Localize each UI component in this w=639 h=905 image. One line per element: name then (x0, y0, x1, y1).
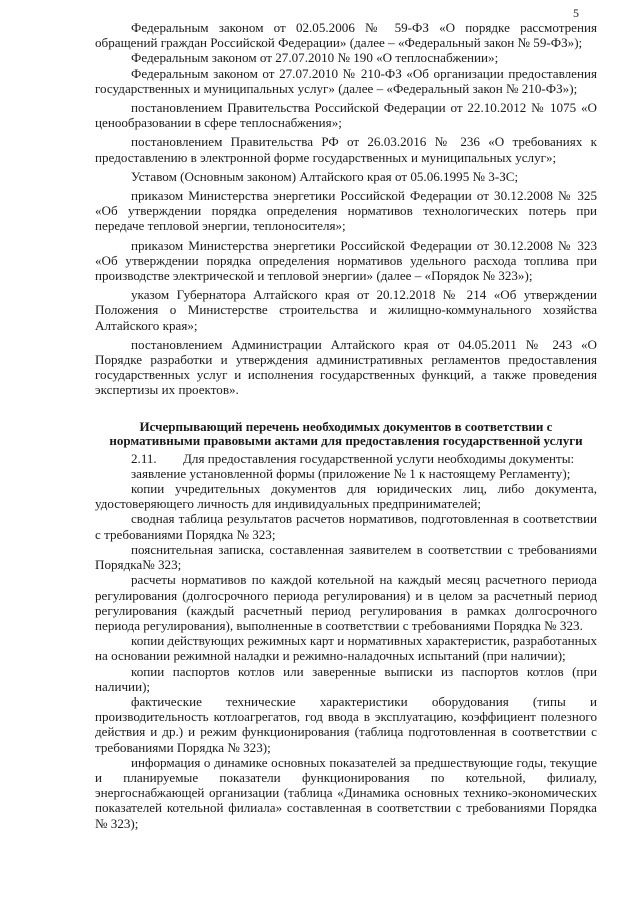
list-item: копии действующих режимных карт и нормативных характеристик, разработанных на основании режимной наладки и режимно-наладочных испытаний (при наличии); (95, 633, 597, 664)
paragraph: Уставом (Основным законом) Алтайского края от 05.06.1995 № 3-ЗС; (131, 168, 519, 184)
numbered-item (95, 451, 597, 466)
paragraph: Федеральным законом от 27.07.2010 № 210-ФЗ «Об организации предоставления государственных и муниципальных услуг» (далее – «Федеральный закон № 210-ФЗ»); (95, 65, 597, 96)
paragraph: приказом Министерства энергетики Российской Федерации от 30.12.2008 № 323 «Об утверждении порядка определения нормативов удельного расхода топлива при производстве электрической и тепловой энергии» (далее – «Порядок № 323»); (95, 237, 597, 284)
list-item: копии учредительных документов для юридических лиц, либо документа, удостоверяющего личность для индивидуальных предпринимателей; (95, 481, 597, 512)
item-text: Для предоставления государственной услуги необходимы документы: (183, 450, 575, 466)
paragraph: постановлением Правительства РФ от 26.03.2016 № 236 «О требованиях к предоставлению в электронной форме государственных и муниципальных услуг»; (95, 134, 597, 165)
paragraph: постановлением Правительства Российской Федерации от 22.10.2012 № 1075 «О ценообразовании в сфере теплоснабжения»; (95, 100, 597, 131)
page-number: 5 (573, 6, 579, 20)
list-item: расчеты нормативов по каждой котельной на каждый месяц расчетного периода регулирования (долгосрочного периода регулирования) и в целом за расчетный период регулирования (каждый расчетный период регулирования в рамках долгосрочного периода регулирования), выполненные в соответствии с требованиями Порядка № 323. (95, 572, 597, 633)
paragraph: Федеральным законом от 02.05.2006 № 59-ФЗ «О порядке рассмотрения обращений граждан Российской Федерации» (далее – «Федеральный закон № 59-ФЗ»); (95, 20, 597, 51)
list-item: фактические технические характеристики оборудования (типы и производительность котлоагрегатов, год ввода в эксплуатацию, коэффициент полезного действия и др.) и режим функционирования (таблица подготовленная в соответствии с требованиями Порядка № 323); (95, 693, 597, 755)
paragraph: Федеральным законом от 27.07.2010 № 190 «О теплоснабжении»; (131, 50, 499, 66)
list-item: сводная таблица результатов расчетов нормативов, подготовленная в соответствии с требованиями Порядка № 323; (95, 511, 597, 542)
document-body (95, 20, 597, 831)
list-item: пояснительная записка, составленная заявителем в соответствии с требованиями Порядка№ 323; (95, 541, 597, 573)
item-number: 2.11. (131, 450, 157, 466)
paragraph: указом Губернатора Алтайского края от 20.12.2018 № 214 «Об утверждении Положения о Министерстве строительства и жилищно-коммунального хозяйства Алтайского края»; (95, 287, 597, 333)
list-item: заявление установленной формы (приложение № 1 к настоящему Регламенту); (131, 465, 571, 481)
paragraph: постановлением Администрации Алтайского края от 04.05.2011 № 243 «О Порядке разработки и утверждения административных регламентов предоставления государственных услуг и исполнения государственных функций, а также проведения экспертизы их проектов». (95, 336, 597, 398)
paragraph: приказом Министерства энергетики Российской Федерации от 30.12.2008 № 325 «Об утверждении порядка определения нормативов технологических потерь при передаче тепловой энергии, теплоносителя»; (95, 188, 597, 234)
section-heading: Исчерпывающий перечень необходимых документов в соответствии с нормативными правовыми актами для предоставления государственной услуги (109, 418, 583, 449)
list-item: информация о динамике основных показателей за предшествующие годы, текущие и планируемые показатели функционирования по котельной, филиалу, энергоснабжающей организации (таблица «Динамика основных технико-экономических показателей котельной филиала» составленная в соответствии с требованиями Порядка № 323); (95, 754, 597, 831)
list-item: копии паспортов котлов или заверенные выписки из паспортов котлов (при наличии); (95, 663, 597, 694)
